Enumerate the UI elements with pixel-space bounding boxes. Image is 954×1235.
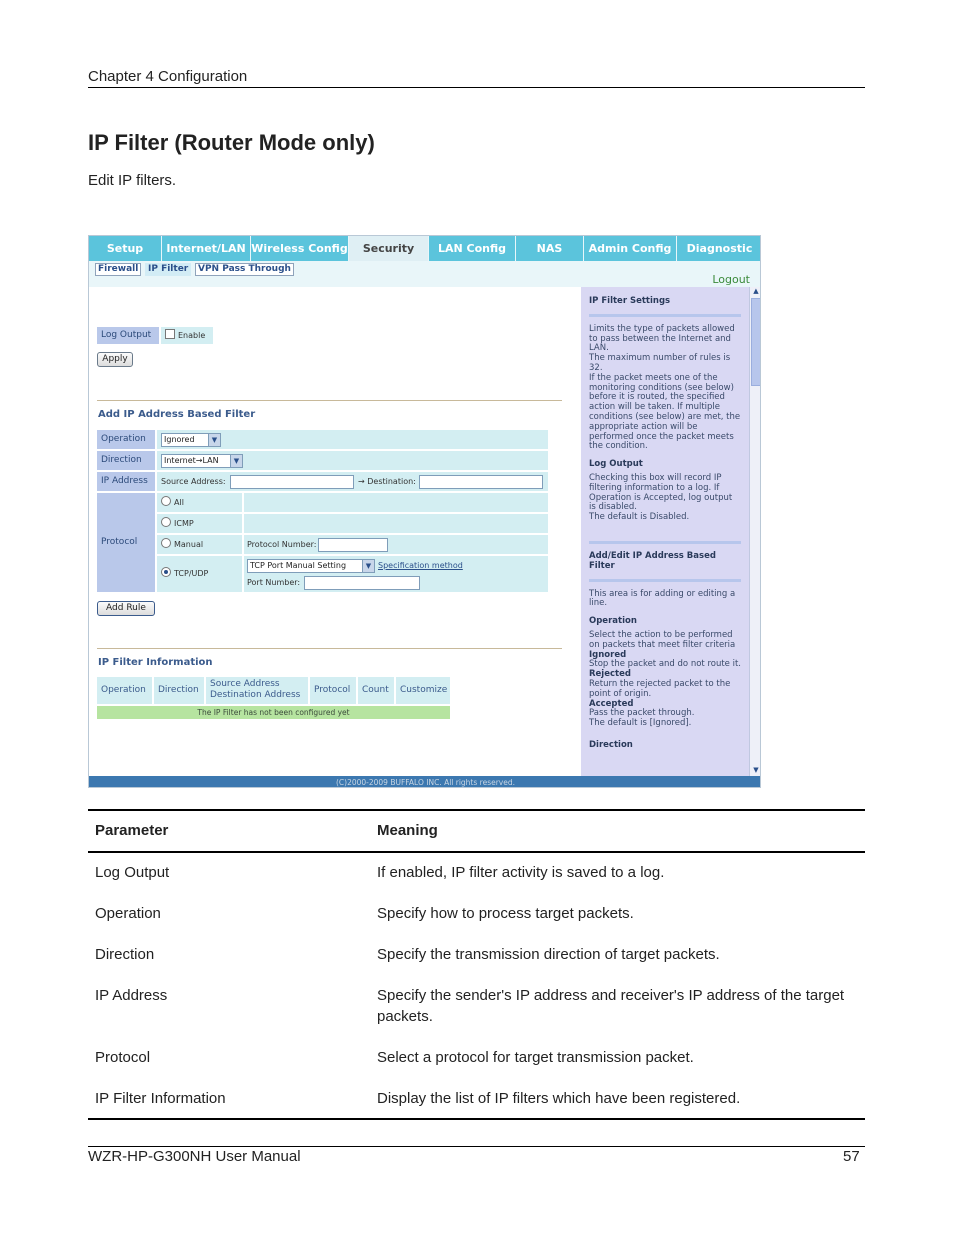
tab-nas[interactable]: NAS (516, 236, 584, 261)
help-direction-title: Direction (589, 739, 633, 750)
help-accepted-text: Pass the packet through. (589, 708, 695, 719)
help-max-rules: The maximum number of rules is 32. (589, 353, 731, 373)
footer-rule (88, 1146, 865, 1147)
protocol-label: Protocol (97, 493, 155, 592)
info-col-count: Count (358, 677, 394, 704)
info-col-source: Source Address (210, 679, 280, 689)
info-col-operation: Operation (97, 677, 152, 704)
direction-cell (157, 451, 548, 470)
info-col-direction: Direction (154, 677, 204, 704)
protocol-all-extra (244, 493, 548, 512)
enable-label: Enable (178, 331, 206, 340)
specification-method-link[interactable]: Specification method (378, 561, 463, 570)
copyright-footer: (C)2000-2009 BUFFALO INC. All rights reserved. (89, 776, 761, 788)
help-accepted-title: Accepted (589, 698, 634, 709)
protocol-icmp-label: ICMP (174, 519, 194, 528)
radio-icmp[interactable] (161, 517, 171, 527)
protocol-icmp-cell (157, 514, 242, 533)
direction-label: Direction (97, 451, 155, 470)
manual-name: WZR-HP-G300NH User Manual (88, 1148, 301, 1165)
help-add-edit-title: Add/Edit IP Address Based Filter (589, 550, 716, 571)
help-operation-text: Select the action to be performed on packets that meet filter criteria (589, 629, 736, 650)
divider (97, 400, 562, 401)
tab-admin-config[interactable]: Admin Config (584, 236, 677, 261)
help-divider (589, 579, 741, 582)
tab-internet-lan[interactable]: Internet/LAN (162, 236, 251, 261)
table-row-param: Protocol (95, 1049, 151, 1066)
table-bottom-rule (88, 1118, 865, 1120)
table-row-meaning: Display the list of IP filters which have been registered. (377, 1090, 741, 1107)
help-panel (581, 287, 749, 776)
table-row-meaning: Specify how to process target packets. (377, 905, 634, 922)
table-header-rule (88, 851, 865, 853)
tcp-port-setting-select[interactable]: TCP Port Manual Setting ▼ (247, 559, 375, 573)
direction-select[interactable]: Internet→LAN ▼ (161, 454, 243, 468)
protocol-all-cell (157, 493, 242, 512)
info-col-protocol: Protocol (310, 677, 356, 704)
scroll-up-icon[interactable]: ▲ (753, 287, 759, 295)
table-header-parameter: Parameter (95, 822, 169, 839)
tab-lan-config[interactable]: LAN Config (429, 236, 516, 261)
ip-address-cell (157, 472, 548, 491)
ip-address-label: IP Address (97, 472, 155, 491)
port-number-label: Port Number: (247, 578, 301, 587)
port-number-input[interactable] (304, 576, 420, 590)
protocol-all-label: All (174, 498, 184, 507)
add-rule-button[interactable]: Add Rule (97, 601, 155, 616)
tab-security[interactable]: Security (349, 236, 429, 261)
tcpudp-settings-cell (244, 556, 548, 592)
protocol-number-label: Protocol Number: (247, 540, 317, 549)
page-title: IP Filter (Router Mode only) (88, 130, 375, 155)
chapter-header: Chapter 4 Configuration (88, 68, 248, 85)
radio-tcpudp[interactable] (161, 567, 171, 577)
help-divider (589, 314, 741, 317)
protocol-number-cell (244, 535, 548, 554)
page-subtitle: Edit IP filters. (88, 172, 177, 189)
header-rule (88, 87, 865, 88)
info-col-customize: Customize (396, 677, 450, 704)
table-row-meaning: Specify the sender's IP address and receiver's IP address of the target packets. (377, 987, 845, 1025)
sub-nav (89, 261, 761, 287)
help-monitor-text: If the packet meets one of the monitoring conditions (see below) before it is routed, the specified action will be taken. If multiple conditions (see below) are met, the appropriate action will be performed once the packet meets the condition. (589, 372, 741, 452)
table-row-meaning: Select a protocol for target transmission packet. (377, 1049, 694, 1066)
help-log-text: Checking this box will record IP filtering information to a log. If Operation is Accepted, log output is disabled. (589, 472, 733, 513)
protocol-number-input[interactable] (318, 538, 388, 552)
table-row-param: IP Filter Information (95, 1090, 226, 1107)
help-rejected-title: Rejected (589, 669, 631, 680)
subtab-ip-filter[interactable]: IP Filter (145, 263, 191, 276)
page-number: 57 (843, 1148, 860, 1165)
radio-all[interactable] (161, 496, 171, 506)
operation-cell (157, 430, 548, 449)
table-top-rule (88, 809, 865, 811)
protocol-tcpudp-label: TCP/UDP (174, 569, 209, 578)
apply-button[interactable]: Apply (97, 352, 133, 367)
info-col-destination: Destination Address (210, 690, 301, 700)
help-settings-title: IP Filter Settings (589, 296, 671, 306)
help-operation-default: The default is [Ignored]. (589, 718, 692, 729)
help-operation-title: Operation (589, 616, 637, 627)
help-ignored-text: Stop the packet and do not route it. (589, 659, 742, 670)
radio-manual[interactable] (161, 538, 171, 548)
log-enable-cell (161, 327, 213, 344)
subtab-vpn-pass-through[interactable]: VPN Pass Through (195, 263, 294, 276)
source-address-input[interactable] (230, 475, 354, 489)
protocol-manual-cell (157, 535, 242, 554)
add-filter-title: Add IP Address Based Filter (98, 409, 256, 420)
log-output-label: Log Output (97, 327, 159, 344)
protocol-icmp-extra (244, 514, 548, 533)
operation-select[interactable]: Ignored ▼ (161, 433, 221, 447)
table-row-param: IP Address (95, 987, 168, 1004)
table-row-param: Operation (95, 905, 161, 922)
help-log-title: Log Output (589, 459, 643, 470)
top-nav (89, 236, 761, 261)
logout-link[interactable]: Logout (712, 273, 750, 286)
destination-input[interactable] (419, 475, 543, 489)
subtab-firewall[interactable]: Firewall (95, 263, 141, 276)
help-add-edit-text: This area is for adding or editing a line. (589, 588, 736, 609)
tab-setup[interactable]: Setup (89, 236, 162, 261)
table-row-meaning: If enabled, IP filter activity is saved to a log. (377, 864, 665, 881)
help-settings-text: Limits the type of packets allowed to pass between the Internet and LAN. (589, 323, 735, 354)
table-header-meaning: Meaning (377, 822, 438, 839)
help-ignored-title: Ignored (589, 649, 627, 660)
protocol-manual-label: Manual (174, 540, 204, 549)
help-divider (589, 541, 741, 544)
router-screenshot (88, 235, 761, 788)
operation-label: Operation (97, 430, 155, 449)
destination-label: → Destination: (358, 477, 416, 486)
no-config-message: The IP Filter has not been configured yet (97, 706, 450, 719)
filter-info-title: IP Filter Information (98, 657, 213, 668)
chevron-down-icon: ▼ (362, 560, 374, 572)
source-address-label: Source Address: (161, 477, 226, 486)
chevron-down-icon: ▼ (208, 434, 220, 446)
enable-checkbox[interactable] (165, 329, 175, 339)
protocol-tcpudp-cell (157, 556, 242, 592)
table-row-param: Direction (95, 946, 155, 963)
chevron-down-icon: ▼ (230, 455, 242, 467)
scroll-down-icon[interactable]: ▼ (753, 766, 759, 774)
tab-diagnostic[interactable]: Diagnostic (686, 242, 753, 255)
table-row-param: Log Output (95, 864, 170, 881)
divider (97, 648, 562, 649)
main-panel (89, 287, 581, 776)
info-col-addresses (206, 677, 308, 704)
help-rejected-text: Return the rejected packet to the point of origin. (589, 678, 731, 699)
help-log-default: The default is Disabled. (589, 512, 690, 523)
tab-wireless-config[interactable]: Wireless Config (251, 236, 349, 261)
scroll-thumb[interactable] (751, 298, 761, 386)
help-scrollbar[interactable] (749, 287, 761, 776)
table-row-meaning: Specify the transmission direction of target packets. (377, 946, 720, 963)
